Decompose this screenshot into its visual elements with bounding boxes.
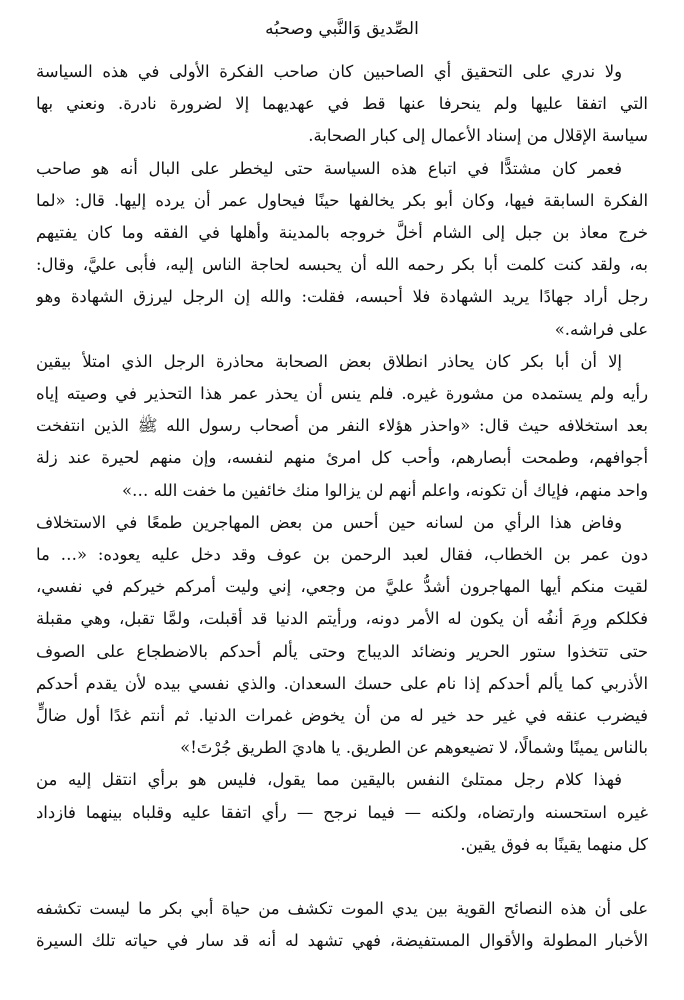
text-line: بالناس يمينًا وشمالًا، لا تضيعوهم عن الطريق. يا هاديَ الطريق جُرْتَ!» [180,738,648,758]
text-line: دون عمر بن الخطاب، فقال لعبد الرحمن بن عوف وقد دخل عليه يعوده: «… ما [36,545,648,565]
paragraph-5 [36,764,648,861]
text-line: حتى تتخذوا ستور الحرير ونضائد الديباج وحتى يألم أحدكم بالاضطجاع على الصوف [36,641,648,661]
text-line: فكلكم ورِمَ أنفُه أن يكون له الأمر دونه، ورأيتم الدنيا قد أقبلت، ولمَّا تقبل، وهي مقبلة [36,609,648,629]
text-line: التي اتفقا عليها ولم ينحرفا عنها قط في عهديهما إلا لضرورة نادرة. ونعني بها [36,94,648,114]
text-line: خرج معاذ بن جبل إلى الشام أخلَّ خروجه بالمدينة وأهلها في الفقه وما كان يفتيهم [36,223,648,243]
text-line: به، ولقد كنت كلمت أبا بكر رحمه الله أن يحبسه لحاجة الناس إليه، فأبى عليَّ، وقال: [36,255,648,275]
text-line: أجوافهم، وطمحت أبصارهم، وأحب كل امرئ منهم لنفسه، وإن منهم لحيرة عند زلة [36,448,648,468]
text-line: ولا ندري على التحقيق أي الصاحبين كان صاحب الفكرة الأولى في هذه السياسة [36,62,622,81]
text-line: رأيه ولم يستمده من مشورة غيره. فلم ينس أن يحذر عمر هذا التحذير في وصيته إياه [36,384,648,404]
text-line: على فراشه.» [554,319,648,339]
paragraph-2 [36,153,648,346]
paragraph-spacer [36,861,648,893]
paragraph-1 [36,56,648,153]
text-line: فهذا كلام رجل ممتلئ النفس باليقين مما يقول، فليس هو برأي انتقل إليه من [36,770,622,790]
text-line: بعد استخلافه حيث قال: «واحذر هؤلاء النفر من أصحاب رسول الله ﷺ الذين انتفخت [36,416,648,436]
text-line: إلا أن أبا بكر كان يحاذر انطلاق بعض الصحابة محاذرة الرجل الذي امتلأ بيقين [36,351,622,371]
running-header: الصِّديق وَالنَّبي وصحبُه [265,19,419,39]
text-line: لقيت منكم أيها المهاجرون أشدُّ عليَّ من وجعي، إني وليت أمركم خيركم في نفسي، [36,577,648,597]
text-line: رجل أراد جهادًا يريد الشهادة فلا أحبسه، فقلت: والله إن الرجل ليرزق الشهادة وهو [36,287,648,307]
text-line: سياسة الإقلال من إسناد الأعمال إلى كبار الصحابة. [308,126,648,146]
text-line: واحد منهم، فإياك أن تكونه، واعلم أنهم لن يزالوا منك خائفين ما خفت الله …» [121,480,648,500]
paragraph-6 [36,893,648,957]
text-line: الأذربي كما يألم أحدكم إذا نام على حسك السعدان. والذي نفسي بيده لأن يقدم أحدكم [36,673,648,693]
text-line: الأخبار المطولة والأقوال المستفيضة، فهي تشهد له أنه قد سار في حياته تلك السيرة [36,931,648,951]
body-text [36,56,648,957]
text-line: على أن هذه النصائح القوية بين يدي الموت تكشف من حياة أبي بكر ما ليست تكشفه [36,899,648,919]
text-line: غيره استحسنه وارتضاه، ولكنه — فيما نرجح — رأي اتفقا عليه وقلباه بينهما فازداد [36,802,648,822]
paragraph-4 [36,507,648,765]
text-line: كل منهما يقينًا به فوق يقين. [460,834,648,854]
text-line: وفاض هذا الرأي من لسانه حين أحس من بعض المهاجرين طمعًا في الاستخلاف [36,512,622,532]
paragraph-3 [36,346,648,507]
text-line: فيضرب عنقه في غير حد خير له من أن يخوض غمرات الدنيا. ثم أنتم غدًا أول ضالٍّ [36,706,648,726]
text-line: الفكرة السابقة فيها، وكان أبو بكر يخالفها حينًا فيحاول عمر أن يرده إليها. قال: «لما [36,190,648,210]
text-line: فعمر كان مشتدًّا في اتباع هذه السياسة حتى ليخطر على البال أنه هو صاحب [36,158,622,178]
